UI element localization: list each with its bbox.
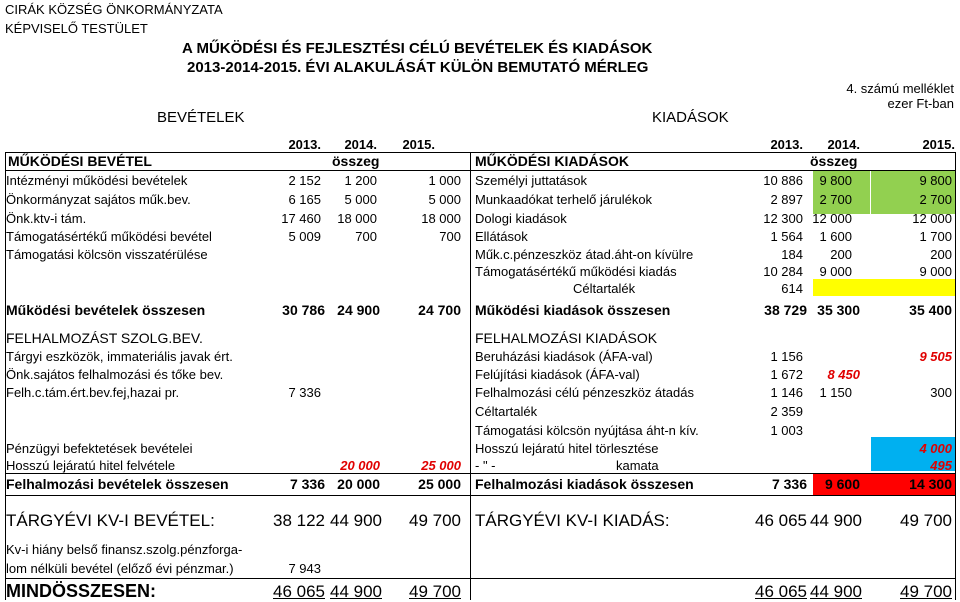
total-value: 35 400 bbox=[909, 302, 952, 318]
row-value: 12 000 bbox=[812, 211, 852, 226]
row-value: 495 bbox=[930, 458, 952, 473]
row-label: kamata bbox=[616, 458, 659, 473]
targyevi-bevetel-label: TÁRGYÉVI KV-I BEVÉTEL: bbox=[6, 511, 215, 530]
org-name: CIRÁK KÖZSÉG ÖNKORMÁNYZATA bbox=[5, 2, 223, 17]
right-section-title: FELHALMOZÁSI KIADÁSOK bbox=[475, 330, 658, 346]
row-value: 184 bbox=[781, 247, 803, 262]
fill-yellow bbox=[813, 279, 956, 296]
row-label: Pénzügyi befektetések bevételei bbox=[6, 441, 193, 456]
row-value: 9 000 bbox=[919, 264, 952, 279]
row-value: 614 bbox=[781, 281, 803, 296]
total-label: Működési bevételek összesen bbox=[6, 302, 206, 318]
row-value: 1 700 bbox=[919, 229, 952, 244]
section-kiadasok: KIADÁSOK bbox=[652, 109, 729, 126]
row-value: 200 bbox=[830, 247, 852, 262]
row-label: Hosszú lejáratú hitel felvétele bbox=[6, 458, 176, 473]
row-value: 1 146 bbox=[770, 385, 803, 400]
row-value: 6 165 bbox=[288, 192, 321, 207]
row-label: Beruházási kiadások (ÁFA-val) bbox=[475, 349, 653, 364]
year-header: 2015. bbox=[402, 137, 435, 152]
row-label: Támogatási kölcsön nyújtása áht-n kív. bbox=[475, 423, 699, 438]
total-value: 49 700 bbox=[900, 511, 952, 530]
row-label: Ellátások bbox=[475, 229, 528, 244]
total-label: Működési kiadások összesen bbox=[475, 302, 671, 318]
row-label: Munkaadókat terhelő járulékok bbox=[475, 192, 653, 207]
row-value: 1 000 bbox=[428, 173, 461, 188]
row-value: 10 284 bbox=[763, 264, 803, 279]
section-bevetelek: BEVÉTELEK bbox=[157, 109, 245, 126]
row-value: 2 152 bbox=[288, 173, 321, 188]
total-value: 46 065 bbox=[755, 511, 807, 530]
grand-total-label: MINDÖSSZESEN: bbox=[6, 581, 157, 601]
hiany-label: Kv-i hiány belső finansz.szolg.pénzforga- bbox=[6, 542, 243, 557]
total-value: 38 122 bbox=[273, 511, 325, 530]
hiany-label: lom nélküli bevétel (előző évi pénzmar.) bbox=[6, 561, 234, 576]
total-value: 44 900 bbox=[330, 511, 382, 530]
row-value: 200 bbox=[930, 247, 952, 262]
row-value: 1 156 bbox=[770, 349, 803, 364]
total-label: Felhalmozási bevételek összesen bbox=[6, 476, 229, 492]
row-value: 1 672 bbox=[770, 367, 803, 382]
row-value: 8 450 bbox=[827, 367, 860, 382]
row-value: 700 bbox=[439, 229, 461, 244]
row-label: Felhalmozási célú pénzeszköz átadás bbox=[475, 385, 694, 400]
grand-total-value: 49 700 bbox=[409, 582, 461, 601]
row-label: Személyi juttatások bbox=[475, 173, 587, 188]
annex-number: 4. számú melléklet bbox=[846, 81, 954, 96]
row-label: Dologi kiadások bbox=[475, 211, 567, 226]
sum-header: összeg bbox=[332, 153, 380, 169]
row-value: 9 800 bbox=[919, 173, 952, 188]
row-value: 20 000 bbox=[340, 458, 380, 473]
row-label: Önk.sajátos felhalmozási és tőke bev. bbox=[6, 367, 224, 382]
row-value: 5 009 bbox=[288, 229, 321, 244]
row-value: 12 000 bbox=[912, 211, 952, 226]
grand-total-value: 46 065 bbox=[273, 582, 325, 601]
row-label: Támogatási kölcsön visszatérülése bbox=[6, 247, 208, 262]
row-label: Felújítási kiadások (ÁFA-val) bbox=[475, 367, 640, 382]
row-value: 2 897 bbox=[770, 192, 803, 207]
unit-label: ezer Ft-ban bbox=[887, 96, 954, 111]
year-header: 2015. bbox=[922, 137, 955, 152]
total-label: Felhalmozási kiadások összesen bbox=[475, 476, 694, 492]
row-value: 18 000 bbox=[421, 211, 461, 226]
total-value: 14 300 bbox=[909, 476, 952, 492]
row-label: Támogatásértékű működési bevétel bbox=[6, 229, 212, 244]
row-value: 1 564 bbox=[770, 229, 803, 244]
year-header: 2014. bbox=[827, 137, 860, 152]
total-value: 9 600 bbox=[824, 476, 860, 492]
row-value: 9 800 bbox=[819, 173, 852, 188]
total-value: 35 300 bbox=[817, 302, 860, 318]
grand-total-value: 44 900 bbox=[810, 582, 862, 601]
row-value: 10 886 bbox=[763, 173, 803, 188]
year-header: 2013. bbox=[288, 137, 321, 152]
row-value: 5 000 bbox=[344, 192, 377, 207]
row-label: Céltartalék bbox=[573, 281, 636, 296]
total-value: 49 700 bbox=[409, 511, 461, 530]
row-value: 1 600 bbox=[819, 229, 852, 244]
total-value: 44 900 bbox=[810, 511, 862, 530]
total-value: 24 900 bbox=[337, 302, 380, 318]
row-value: 2 359 bbox=[770, 404, 803, 419]
row-value: 18 000 bbox=[337, 211, 377, 226]
row-value: 17 460 bbox=[281, 211, 321, 226]
row-value: 9 000 bbox=[819, 264, 852, 279]
row-value: 2 700 bbox=[919, 192, 952, 207]
total-value: 30 786 bbox=[282, 302, 325, 318]
sum-header: összeg bbox=[810, 153, 858, 169]
row-value: 1 150 bbox=[819, 385, 852, 400]
row-label: Önkormányzat sajátos műk.bev. bbox=[6, 192, 191, 207]
row-value: 700 bbox=[355, 229, 377, 244]
total-value: 7 336 bbox=[771, 476, 807, 492]
page-title: A MŰKÖDÉSI ÉS FEJLESZTÉSI CÉLÚ BEVÉTELEK ÉS KIADÁSOK bbox=[182, 40, 653, 57]
left-section-title: MŰKÖDÉSI BEVÉTEL bbox=[8, 153, 152, 169]
row-value: 4 000 bbox=[919, 441, 952, 456]
grand-total-value: 44 900 bbox=[330, 582, 382, 601]
row-value: 25 000 bbox=[421, 458, 461, 473]
grand-total-value: 49 700 bbox=[900, 582, 952, 601]
page-subtitle: 2013-2014-2015. ÉVI ALAKULÁSÁT KÜLÖN BEMUTATÓ MÉRLEG bbox=[187, 59, 649, 76]
total-value: 24 700 bbox=[418, 302, 461, 318]
right-section-title: MŰKÖDÉSI KIADÁSOK bbox=[475, 153, 630, 169]
row-value: 2 700 bbox=[819, 192, 852, 207]
row-value: 1 200 bbox=[344, 173, 377, 188]
org-body: KÉPVISELŐ TESTÜLET bbox=[5, 21, 148, 36]
row-value: 9 505 bbox=[919, 349, 952, 364]
row-label: Hosszú lejáratú hitel törlesztése bbox=[475, 441, 659, 456]
year-header: 2013. bbox=[770, 137, 803, 152]
row-value: 5 000 bbox=[428, 192, 461, 207]
row-label: Műk.c.pénzeszköz átad.áht-on kívülre bbox=[475, 247, 694, 262]
row-value: 1 003 bbox=[770, 423, 803, 438]
grand-total-value: 46 065 bbox=[755, 582, 807, 601]
row-value: 7 336 bbox=[288, 385, 321, 400]
row-label: Tárgyi eszközök, immateriális javak ért. bbox=[6, 349, 233, 364]
row-label: Támogatásértékű működési kiadás bbox=[475, 264, 677, 279]
left-section-title: FELHALMOZÁST SZOLG.BEV. bbox=[6, 330, 203, 346]
row-label: - " - bbox=[475, 458, 496, 473]
row-label: Önk.ktv-i tám. bbox=[6, 211, 87, 226]
row-label: Intézményi működési bevételek bbox=[6, 173, 188, 188]
total-value: 38 729 bbox=[764, 302, 807, 318]
row-value: 300 bbox=[930, 385, 952, 400]
row-value: 12 300 bbox=[763, 211, 803, 226]
targyevi-kiadas-label: TÁRGYÉVI KV-I KIADÁS: bbox=[475, 511, 670, 530]
hiany-value: 7 943 bbox=[288, 561, 321, 576]
total-value: 20 000 bbox=[337, 476, 380, 492]
year-header: 2014. bbox=[344, 137, 377, 152]
row-label: Felh.c.tám.ért.bev.fej,hazai pr. bbox=[6, 385, 180, 400]
total-value: 25 000 bbox=[418, 476, 461, 492]
row-label: Céltartalék bbox=[475, 404, 538, 419]
total-value: 7 336 bbox=[289, 476, 325, 492]
